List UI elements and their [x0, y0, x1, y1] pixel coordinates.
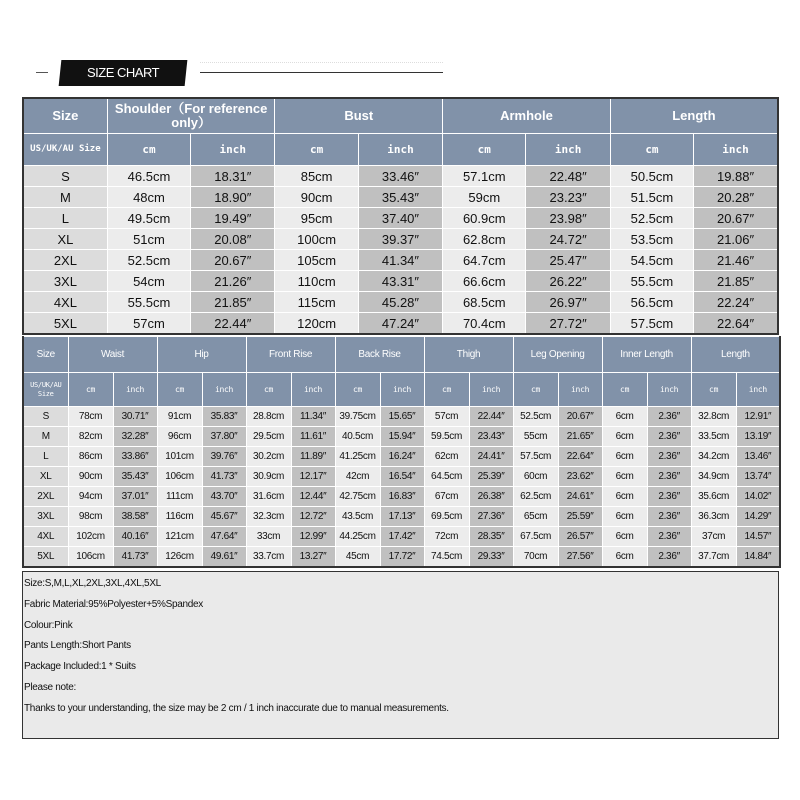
- cm-cell: 35.6cm: [691, 487, 736, 507]
- header-front-rise: Front Rise: [246, 337, 335, 373]
- cm-cell: 100cm: [275, 229, 358, 250]
- cm-cell: 120cm: [275, 313, 358, 335]
- cm-cell: 40.5cm: [335, 427, 380, 447]
- cm-cell: 62cm: [424, 447, 469, 467]
- header-leg-opening: Leg Opening: [513, 337, 602, 373]
- inch-cell: 14.02″: [736, 487, 780, 507]
- cm-cell: 54cm: [107, 271, 190, 292]
- inch-cell: 24.41″: [469, 447, 513, 467]
- top-size-table-body: [23, 166, 778, 335]
- unit-inch: inch: [526, 134, 610, 166]
- cm-cell: 110cm: [275, 271, 358, 292]
- cm-cell: 6cm: [602, 447, 647, 467]
- size-cell: 4XL: [23, 292, 107, 313]
- inch-cell: 15.65″: [380, 407, 424, 427]
- cm-cell: 95cm: [275, 208, 358, 229]
- cm-cell: 60cm: [513, 467, 558, 487]
- inch-cell: 11.61″: [291, 427, 335, 447]
- inch-cell: 22.64″: [558, 447, 602, 467]
- inch-cell: 43.31″: [358, 271, 442, 292]
- cm-cell: 43.5cm: [335, 507, 380, 527]
- size-cell: M: [23, 187, 107, 208]
- cm-cell: 36.3cm: [691, 507, 736, 527]
- cm-cell: 32.8cm: [691, 407, 736, 427]
- table-row: [23, 250, 778, 271]
- unit-inch: inch: [647, 373, 691, 407]
- inch-cell: 39.76″: [202, 447, 246, 467]
- cm-cell: 82cm: [68, 427, 113, 447]
- inch-cell: 18.31″: [191, 166, 275, 187]
- header-armhole: Armhole: [443, 98, 611, 134]
- cm-cell: 72cm: [424, 527, 469, 547]
- cm-cell: 115cm: [275, 292, 358, 313]
- unit-size-label: US/UK/AU Size: [23, 134, 107, 166]
- inch-cell: 26.22″: [526, 271, 610, 292]
- cm-cell: 64.7cm: [443, 250, 526, 271]
- cm-cell: 56.5cm: [610, 292, 693, 313]
- unit-cm: cm: [610, 134, 693, 166]
- cm-cell: 6cm: [602, 467, 647, 487]
- inch-cell: 37.40″: [358, 208, 442, 229]
- cm-cell: 52.5cm: [513, 407, 558, 427]
- cm-cell: 44.25cm: [335, 527, 380, 547]
- cm-cell: 106cm: [157, 467, 202, 487]
- size-cell: 5XL: [23, 313, 107, 335]
- cm-cell: 48cm: [107, 187, 190, 208]
- pants-unit-row: [23, 373, 780, 407]
- inch-cell: 2.36″: [647, 427, 691, 447]
- inch-cell: 12.91″: [736, 407, 780, 427]
- inch-cell: 15.94″: [380, 427, 424, 447]
- inch-cell: 18.90″: [191, 187, 275, 208]
- unit-cm: cm: [107, 134, 190, 166]
- inch-cell: 35.83″: [202, 407, 246, 427]
- inch-cell: 45.28″: [358, 292, 442, 313]
- inch-cell: 33.86″: [113, 447, 157, 467]
- cm-cell: 30.9cm: [246, 467, 291, 487]
- inch-cell: 13.46″: [736, 447, 780, 467]
- inch-cell: 27.36″: [469, 507, 513, 527]
- size-cell: 2XL: [23, 487, 68, 507]
- cm-cell: 42cm: [335, 467, 380, 487]
- header-thigh: Thigh: [424, 337, 513, 373]
- info-note-title: Please note:: [24, 681, 76, 693]
- table-row: [23, 292, 778, 313]
- cm-cell: 60.9cm: [443, 208, 526, 229]
- table-row: [23, 447, 780, 467]
- cm-cell: 67.5cm: [513, 527, 558, 547]
- inch-cell: 2.36″: [647, 467, 691, 487]
- cm-cell: 57.5cm: [513, 447, 558, 467]
- size-cell: M: [23, 427, 68, 447]
- table-row: [23, 313, 778, 335]
- inch-cell: 37.80″: [202, 427, 246, 447]
- cm-cell: 121cm: [157, 527, 202, 547]
- cm-cell: 37cm: [691, 527, 736, 547]
- inch-cell: 14.29″: [736, 507, 780, 527]
- cm-cell: 86cm: [68, 447, 113, 467]
- unit-cm: cm: [602, 373, 647, 407]
- header-shoulder: Shoulder（For reference only）: [107, 98, 275, 134]
- size-cell: L: [23, 447, 68, 467]
- cm-cell: 6cm: [602, 547, 647, 568]
- size-chart-title: SIZE CHART: [86, 65, 160, 80]
- header-inner-length: Inner Length: [602, 337, 691, 373]
- inch-cell: 27.72″: [526, 313, 610, 335]
- info-note-text: Thanks to your understanding, the size may be 2 cm / 1 inch inaccurate due to manual measurements.: [24, 702, 449, 714]
- cm-cell: 62.5cm: [513, 487, 558, 507]
- pants-size-table-body: [23, 407, 780, 568]
- unit-size-label: US/UK/AU Size: [23, 373, 68, 407]
- cm-cell: 6cm: [602, 487, 647, 507]
- inch-cell: 20.08″: [191, 229, 275, 250]
- inch-cell: 12.44″: [291, 487, 335, 507]
- inch-cell: 40.16″: [113, 527, 157, 547]
- inch-cell: 24.61″: [558, 487, 602, 507]
- size-chart-header: [0, 58, 800, 88]
- cm-cell: 52.5cm: [610, 208, 693, 229]
- inch-cell: 2.36″: [647, 527, 691, 547]
- inch-cell: 23.23″: [526, 187, 610, 208]
- inch-cell: 16.54″: [380, 467, 424, 487]
- cm-cell: 69.5cm: [424, 507, 469, 527]
- inch-cell: 21.06″: [694, 229, 778, 250]
- cm-cell: 52.5cm: [107, 250, 190, 271]
- header-length: Length: [610, 98, 778, 134]
- inch-cell: 41.73″: [202, 467, 246, 487]
- unit-cm: cm: [275, 134, 358, 166]
- header-back-rise: Back Rise: [335, 337, 424, 373]
- cm-cell: 62.8cm: [443, 229, 526, 250]
- inch-cell: 22.44″: [191, 313, 275, 335]
- unit-inch: inch: [202, 373, 246, 407]
- cm-cell: 39.75cm: [335, 407, 380, 427]
- cm-cell: 34.2cm: [691, 447, 736, 467]
- cm-cell: 102cm: [68, 527, 113, 547]
- cm-cell: 59cm: [443, 187, 526, 208]
- cm-cell: 32.3cm: [246, 507, 291, 527]
- cm-cell: 42.75cm: [335, 487, 380, 507]
- cm-cell: 28.8cm: [246, 407, 291, 427]
- cm-cell: 90cm: [68, 467, 113, 487]
- table-row: [23, 187, 778, 208]
- inch-cell: 21.26″: [191, 271, 275, 292]
- inch-cell: 39.37″: [358, 229, 442, 250]
- inch-cell: 17.13″: [380, 507, 424, 527]
- inch-cell: 49.61″: [202, 547, 246, 568]
- cm-cell: 116cm: [157, 507, 202, 527]
- info-pants-length: Pants Length:Short Pants: [24, 640, 131, 652]
- cm-cell: 41.25cm: [335, 447, 380, 467]
- cm-cell: 70.4cm: [443, 313, 526, 335]
- unit-inch: inch: [558, 373, 602, 407]
- cm-cell: 53.5cm: [610, 229, 693, 250]
- inch-cell: 47.24″: [358, 313, 442, 335]
- size-cell: S: [23, 166, 107, 187]
- inch-cell: 20.67″: [558, 407, 602, 427]
- inch-cell: 38.58″: [113, 507, 157, 527]
- table-row: [23, 527, 780, 547]
- unit-inch: inch: [694, 134, 778, 166]
- cm-cell: 51.5cm: [610, 187, 693, 208]
- inch-cell: 21.85″: [191, 292, 275, 313]
- cm-cell: 33cm: [246, 527, 291, 547]
- inch-cell: 43.70″: [202, 487, 246, 507]
- inch-cell: 41.34″: [358, 250, 442, 271]
- cm-cell: 34.9cm: [691, 467, 736, 487]
- inch-cell: 16.24″: [380, 447, 424, 467]
- cm-cell: 70cm: [513, 547, 558, 568]
- cm-cell: 57.1cm: [443, 166, 526, 187]
- inch-cell: 13.19″: [736, 427, 780, 447]
- inch-cell: 47.64″: [202, 527, 246, 547]
- inch-cell: 2.36″: [647, 487, 691, 507]
- size-cell: 4XL: [23, 527, 68, 547]
- cm-cell: 67cm: [424, 487, 469, 507]
- cm-cell: 101cm: [157, 447, 202, 467]
- table-row: [23, 166, 778, 187]
- inch-cell: 25.59″: [558, 507, 602, 527]
- table-row: [23, 507, 780, 527]
- inch-cell: 19.88″: [694, 166, 778, 187]
- inch-cell: 19.49″: [191, 208, 275, 229]
- size-cell: XL: [23, 467, 68, 487]
- size-cell: 3XL: [23, 271, 107, 292]
- unit-cm: cm: [157, 373, 202, 407]
- cm-cell: 111cm: [157, 487, 202, 507]
- cm-cell: 46.5cm: [107, 166, 190, 187]
- inch-cell: 13.27″: [291, 547, 335, 568]
- table-row: [23, 427, 780, 447]
- unit-cm: cm: [246, 373, 291, 407]
- inch-cell: 12.99″: [291, 527, 335, 547]
- info-fabric: Fabric Material:95%Polyester+5%Spandex: [24, 598, 203, 610]
- cm-cell: 6cm: [602, 427, 647, 447]
- inch-cell: 32.28″: [113, 427, 157, 447]
- cm-cell: 126cm: [157, 547, 202, 568]
- size-cell: 2XL: [23, 250, 107, 271]
- inch-cell: 25.39″: [469, 467, 513, 487]
- inch-cell: 37.01″: [113, 487, 157, 507]
- inch-cell: 24.72″: [526, 229, 610, 250]
- inch-cell: 25.47″: [526, 250, 610, 271]
- size-chart-title-tab: [59, 60, 188, 86]
- inch-cell: 2.36″: [647, 447, 691, 467]
- inch-cell: 22.48″: [526, 166, 610, 187]
- inch-cell: 21.46″: [694, 250, 778, 271]
- unit-cm: cm: [513, 373, 558, 407]
- inch-cell: 14.84″: [736, 547, 780, 568]
- table-row: [23, 229, 778, 250]
- unit-inch: inch: [113, 373, 157, 407]
- size-cell: S: [23, 407, 68, 427]
- top-size-table: [22, 97, 779, 335]
- cm-cell: 30.2cm: [246, 447, 291, 467]
- inch-cell: 11.34″: [291, 407, 335, 427]
- unit-cm: cm: [335, 373, 380, 407]
- size-cell: XL: [23, 229, 107, 250]
- inch-cell: 13.74″: [736, 467, 780, 487]
- inch-cell: 17.42″: [380, 527, 424, 547]
- inch-cell: 17.72″: [380, 547, 424, 568]
- inch-cell: 14.57″: [736, 527, 780, 547]
- inch-cell: 20.67″: [191, 250, 275, 271]
- inch-cell: 29.33″: [469, 547, 513, 568]
- header-rule: [200, 72, 443, 73]
- header-size: Size: [23, 98, 107, 134]
- cm-cell: 59.5cm: [424, 427, 469, 447]
- header-bust: Bust: [275, 98, 443, 134]
- unit-cm: cm: [68, 373, 113, 407]
- inch-cell: 11.89″: [291, 447, 335, 467]
- inch-cell: 26.57″: [558, 527, 602, 547]
- cm-cell: 6cm: [602, 527, 647, 547]
- unit-cm: cm: [424, 373, 469, 407]
- cm-cell: 68.5cm: [443, 292, 526, 313]
- header-dotted-line: [200, 62, 443, 64]
- inch-cell: 2.36″: [647, 407, 691, 427]
- inch-cell: 22.64″: [694, 313, 778, 335]
- unit-inch: inch: [191, 134, 275, 166]
- inch-cell: 23.43″: [469, 427, 513, 447]
- inch-cell: 12.72″: [291, 507, 335, 527]
- cm-cell: 55.5cm: [610, 271, 693, 292]
- cm-cell: 31.6cm: [246, 487, 291, 507]
- cm-cell: 98cm: [68, 507, 113, 527]
- cm-cell: 6cm: [602, 507, 647, 527]
- inch-cell: 26.97″: [526, 292, 610, 313]
- cm-cell: 91cm: [157, 407, 202, 427]
- cm-cell: 51cm: [107, 229, 190, 250]
- inch-cell: 27.56″: [558, 547, 602, 568]
- cm-cell: 106cm: [68, 547, 113, 568]
- table-row: [23, 547, 780, 568]
- cm-cell: 6cm: [602, 407, 647, 427]
- inch-cell: 2.36″: [647, 507, 691, 527]
- inch-cell: 30.71″: [113, 407, 157, 427]
- inch-cell: 21.85″: [694, 271, 778, 292]
- size-cell: 5XL: [23, 547, 68, 568]
- cm-cell: 57.5cm: [610, 313, 693, 335]
- inch-cell: 23.62″: [558, 467, 602, 487]
- cm-cell: 50.5cm: [610, 166, 693, 187]
- cm-cell: 105cm: [275, 250, 358, 271]
- pants-size-table: [22, 336, 781, 568]
- cm-cell: 74.5cm: [424, 547, 469, 568]
- header-length: Length: [691, 337, 780, 373]
- cm-cell: 49.5cm: [107, 208, 190, 229]
- table-row: [23, 487, 780, 507]
- inch-cell: 22.44″: [469, 407, 513, 427]
- unit-inch: inch: [358, 134, 442, 166]
- cm-cell: 45cm: [335, 547, 380, 568]
- inch-cell: 20.67″: [694, 208, 778, 229]
- size-cell: L: [23, 208, 107, 229]
- table-row: [23, 271, 778, 292]
- info-colour: Colour:Pink: [24, 619, 73, 631]
- inch-cell: 33.46″: [358, 166, 442, 187]
- header-waist: Waist: [68, 337, 157, 373]
- unit-inch: inch: [736, 373, 780, 407]
- product-info-box: [22, 571, 779, 739]
- cm-cell: 55cm: [513, 427, 558, 447]
- inch-cell: 41.73″: [113, 547, 157, 568]
- cm-cell: 78cm: [68, 407, 113, 427]
- cm-cell: 33.7cm: [246, 547, 291, 568]
- table-row: [23, 407, 780, 427]
- inch-cell: 21.65″: [558, 427, 602, 447]
- inch-cell: 22.24″: [694, 292, 778, 313]
- info-package: Package Included:1 * Suits: [24, 661, 136, 673]
- cm-cell: 37.7cm: [691, 547, 736, 568]
- cm-cell: 54.5cm: [610, 250, 693, 271]
- unit-inch: inch: [380, 373, 424, 407]
- cm-cell: 33.5cm: [691, 427, 736, 447]
- cm-cell: 57cm: [107, 313, 190, 335]
- inch-cell: 12.17″: [291, 467, 335, 487]
- cm-cell: 57cm: [424, 407, 469, 427]
- cm-cell: 85cm: [275, 166, 358, 187]
- info-sizes: Size:S,M,L,XL,2XL,3XL,4XL,5XL: [24, 578, 161, 589]
- inch-cell: 16.83″: [380, 487, 424, 507]
- cm-cell: 29.5cm: [246, 427, 291, 447]
- header-dash: [36, 72, 48, 73]
- inch-cell: 26.38″: [469, 487, 513, 507]
- inch-cell: 35.43″: [113, 467, 157, 487]
- table-row: [23, 467, 780, 487]
- cm-cell: 94cm: [68, 487, 113, 507]
- unit-cm: cm: [443, 134, 526, 166]
- header-hip: Hip: [157, 337, 246, 373]
- unit-cm: cm: [691, 373, 736, 407]
- cm-cell: 64.5cm: [424, 467, 469, 487]
- inch-cell: 35.43″: [358, 187, 442, 208]
- size-cell: 3XL: [23, 507, 68, 527]
- inch-cell: 23.98″: [526, 208, 610, 229]
- cm-cell: 90cm: [275, 187, 358, 208]
- table-row: [23, 208, 778, 229]
- unit-inch: inch: [291, 373, 335, 407]
- cm-cell: 66.6cm: [443, 271, 526, 292]
- inch-cell: 20.28″: [694, 187, 778, 208]
- inch-cell: 45.67″: [202, 507, 246, 527]
- header-size: Size: [23, 337, 68, 373]
- inch-cell: 28.35″: [469, 527, 513, 547]
- inch-cell: 2.36″: [647, 547, 691, 568]
- unit-inch: inch: [469, 373, 513, 407]
- cm-cell: 65cm: [513, 507, 558, 527]
- cm-cell: 96cm: [157, 427, 202, 447]
- cm-cell: 55.5cm: [107, 292, 190, 313]
